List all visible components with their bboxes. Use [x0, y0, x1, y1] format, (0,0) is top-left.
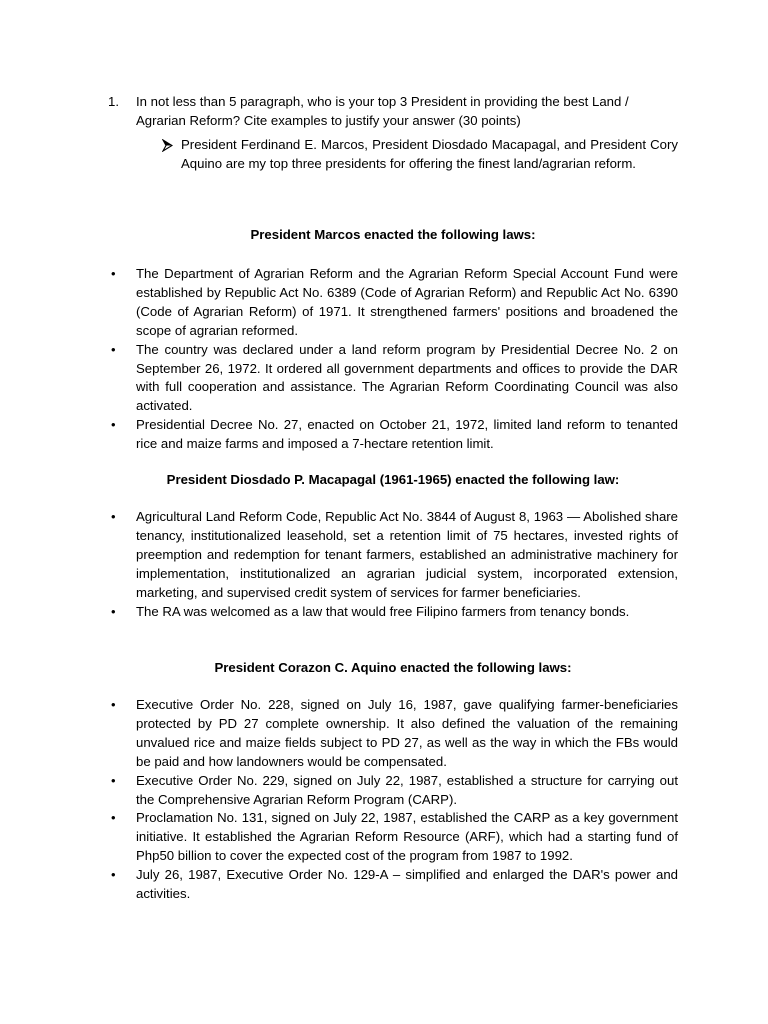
list-item: [108, 341, 678, 417]
list-item-text: Presidential Decree No. 27, enacted on October 21, 1972, limited land reform to tenanted rice and maize farms and imposed a 7-hectare retention limit.: [136, 417, 678, 452]
question-item: [108, 93, 678, 131]
round-bullet-icon: •: [111, 697, 116, 712]
round-bullet-icon: •: [111, 810, 116, 826]
list-item: [108, 508, 678, 603]
list-item: [108, 416, 678, 454]
list-item: [108, 696, 678, 772]
list-item-text: The country was declared under a land reform program by Presidential Decree No. 2 on September 26, 1972. It ordered all government departments and offices to provide the DAR with full cooperation and assistance. The Agrarian Reform Coordinating Council was also activated.: [136, 341, 678, 414]
round-bullet-icon: •: [111, 417, 116, 433]
section-heading-aquino: President Corazon C. Aquino enacted the following laws:: [214, 660, 572, 675]
list-item: [108, 772, 678, 810]
list-item-text: Executive Order No. 228, signed on July 16, 1987, gave qualifying farmer-beneficiaries protected by PD 27 complete ownership. It also defined the valuation of the remaining unvalued rice and maize fields subject to PD 27, as well as the way in which the FBs would be paid and how landowners would be compensated.: [136, 697, 678, 769]
question-number: 1.: [108, 94, 119, 109]
section-heading-marcos: President Marcos enacted the following laws:: [250, 227, 536, 242]
list-item: [108, 866, 678, 904]
section-heading-macapagal: President Diosdado P. Macapagal (1961-1965) enacted the following law:: [166, 472, 620, 487]
answer-item: [162, 136, 678, 174]
round-bullet-icon: •: [111, 509, 116, 524]
round-bullet-icon: •: [111, 603, 116, 619]
aquino-law-list: [108, 696, 678, 904]
list-item-text: The RA was welcomed as a law that would free Filipino farmers from tenancy bonds.: [136, 603, 630, 619]
list-item: [108, 809, 678, 866]
macapagal-law-list: [108, 508, 678, 621]
list-item-text: Proclamation No. 131, signed on July 22, 1987, established the CARP as a key government initiative. It established the Agrarian Reform Resource (ARF), which had a starting fund of Php50 billion to cover the expected cost of the program from 1987 to 1992.: [136, 810, 678, 864]
round-bullet-icon: •: [111, 266, 116, 281]
list-item-text: July 26, 1987, Executive Order No. 129-A – simplified and enlarged the DAR's power and activities.: [136, 867, 678, 902]
round-bullet-icon: •: [111, 772, 116, 788]
arrowhead-bullet-icon: [162, 136, 176, 158]
round-bullet-icon: •: [111, 341, 116, 357]
list-item-text: Executive Order No. 229, signed on July 22, 1987, established a structure for carrying out the Comprehensive Agrarian Reform Program (CARP).: [136, 772, 678, 807]
list-item-text: Agricultural Land Reform Code, Republic Act No. 3844 of August 8, 1963 — Abolished share tenancy, institutionalized leasehold, set a retention limit of 75 hectares, invested rights of preemption and redemption for tenant farmers, established an administrative machinery for implementation, institutionalized an agrarian judicial system, incorporated extension, marketing, and supervised credit system of services for farmer beneficiaries.: [136, 509, 678, 600]
list-item-text: The Department of Agrarian Reform and the Agrarian Reform Special Account Fund were established by Republic Act No. 6389 (Code of Agrarian Reform) and Republic Act No. 6390 (Code of Agrarian Reform) of 1971. It strengthened farmers' positions and broadened the scope of agrarian reformed.: [136, 266, 678, 338]
answer-text: President Ferdinand E. Marcos, President Diosdado Macapagal, and President Cory Aquino are my top three presidents for offering the finest land/agrarian reform.: [181, 137, 678, 171]
question-text: In not less than 5 paragraph, who is your top 3 President in providing the best Land / Agrarian Reform? Cite examples to justify your answer (30 points): [136, 94, 629, 128]
round-bullet-icon: •: [111, 867, 116, 883]
list-item: [108, 265, 678, 341]
marcos-law-list: [108, 265, 678, 454]
list-item: [108, 603, 678, 622]
